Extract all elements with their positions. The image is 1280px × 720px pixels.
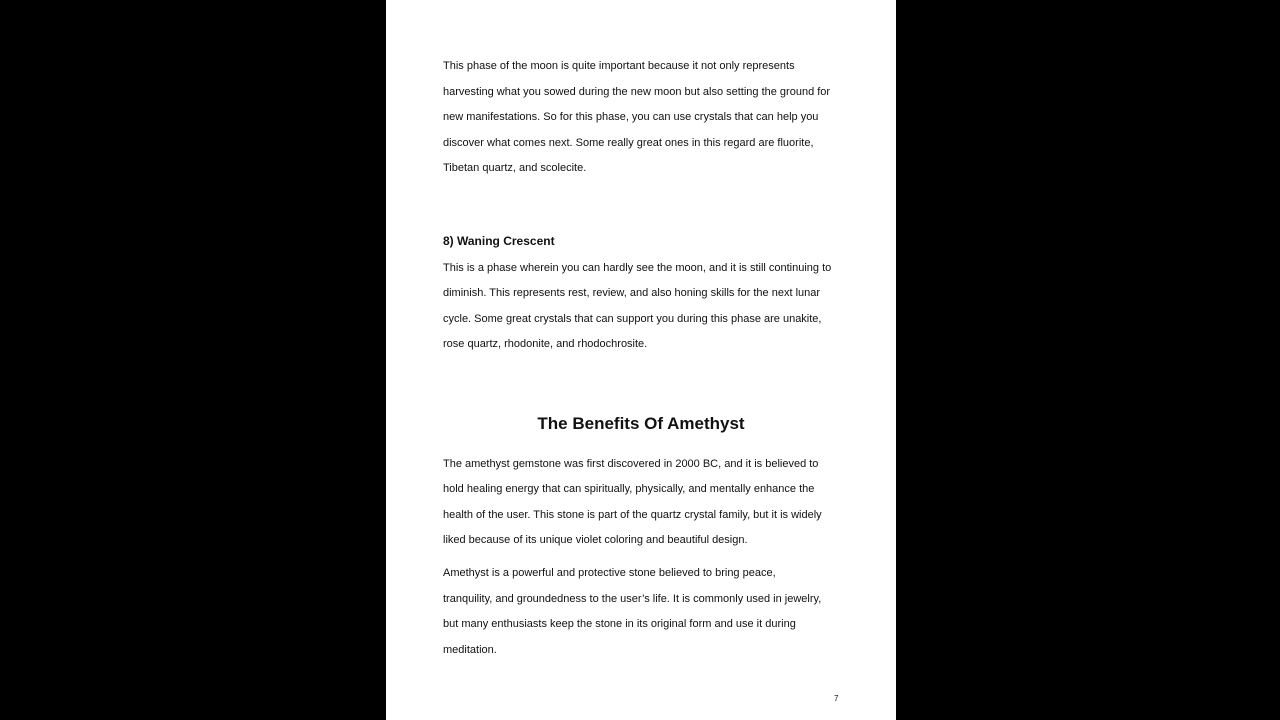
paragraph-line: cycle. Some great crystals that can support you during this phase are unakite, — [443, 313, 822, 325]
paragraph-line: diminish. This represents rest, review, and also honing skills for the next lunar — [443, 287, 821, 299]
waning-crescent-heading: 8) Waning Crescent — [443, 234, 555, 248]
paragraph-line: Amethyst is a powerful and protective stone believed to bring peace, — [443, 567, 776, 579]
paragraph-line: new manifestations. So for this phase, you can use crystals that can help you — [443, 111, 819, 123]
paragraph-line: hold healing energy that can spiritually, physically, and mentally enhance the — [443, 483, 815, 495]
paragraph-line: Tibetan quartz, and scolecite. — [443, 162, 587, 174]
document-page — [386, 0, 896, 720]
paragraph-line: but many enthusiasts keep the stone in its original form and use it during — [443, 618, 796, 630]
paragraph-line: This phase of the moon is quite important because it not only represents — [443, 60, 795, 72]
paragraph-line: health of the user. This stone is part of the quartz crystal family, but it is widely — [443, 509, 822, 521]
paragraph-line: discover what comes next. Some really great ones in this regard are fluorite, — [443, 137, 814, 149]
section-title: The Benefits Of Amethyst — [537, 414, 745, 433]
paragraph-line: tranquility, and groundedness to the user’s life. It is commonly used in jewelry, — [443, 593, 822, 605]
paragraph-line: The amethyst gemstone was first discovered in 2000 BC, and it is believed to — [443, 458, 819, 470]
paragraph-line: rose quartz, rhodonite, and rhodochrosite. — [443, 338, 648, 350]
paragraph-line: harvesting what you sowed during the new moon but also setting the ground for — [443, 86, 831, 98]
paragraph-line: This is a phase wherein you can hardly see the moon, and it is still continuing to — [443, 262, 832, 274]
page-number: 7 — [834, 694, 839, 703]
paragraph-line: liked because of its unique violet coloring and beautiful design. — [443, 534, 748, 546]
paragraph-line: meditation. — [443, 644, 497, 656]
